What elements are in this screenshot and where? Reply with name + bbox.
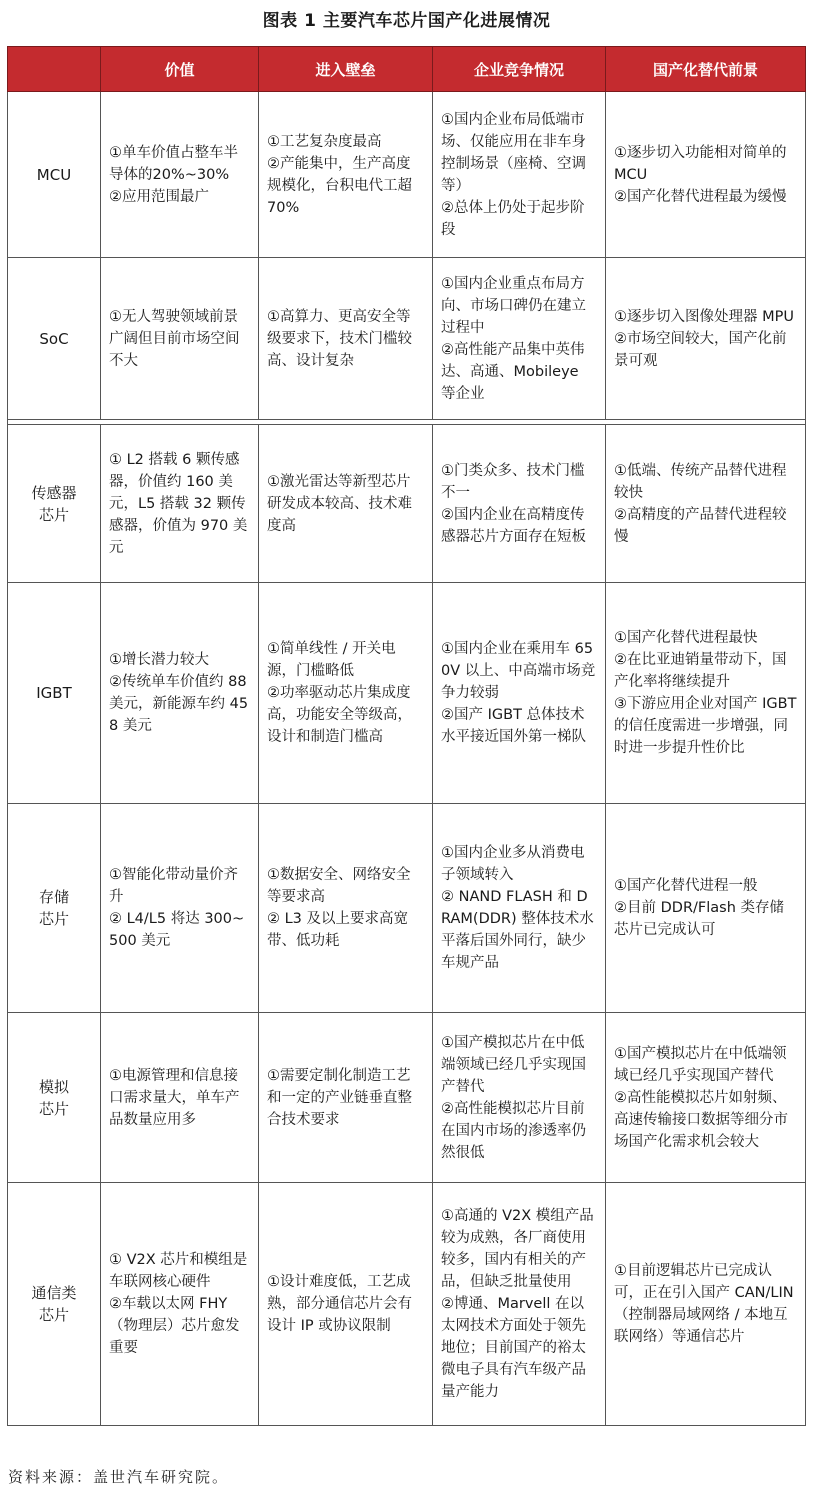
table-row <box>8 583 806 804</box>
row-name-cell: IGBT <box>8 583 101 804</box>
table-row <box>8 92 806 258</box>
barrier-cell: ①设计难度低，工艺成熟，部分通信芯片会有设计 IP 或协议限制 <box>259 1183 433 1426</box>
barrier-cell: ①数据安全、网络安全等要求高 ② L3 及以上要求高宽带、低功耗 <box>259 804 433 1013</box>
value-cell: ① V2X 芯片和模组是车联网核心硬件 ②车载以太网 FHY（物理层）芯片愈发重要 <box>101 1183 259 1426</box>
table-row <box>8 425 806 583</box>
value-cell: ①无人驾驶领域前景广阔但目前市场空间不大 <box>101 258 259 420</box>
barrier-cell: ①高算力、更高安全等级要求下，技术门槛较高、设计复杂 <box>259 258 433 420</box>
prospect-cell: ①逐步切入图像处理器 MPU ②市场空间较大，国产化前景可观 <box>606 258 806 420</box>
row-name-cell: MCU <box>8 92 101 258</box>
value-cell: ①电源管理和信息接口需求量大，单车产品数量应用多 <box>101 1013 259 1183</box>
barrier-cell: ①激光雷达等新型芯片研发成本较高、技术难度高 <box>259 425 433 583</box>
table-row <box>8 258 806 420</box>
competition-cell: ①门类众多、技术门槛不一 ②国内企业在高精度传感器芯片方面存在短板 <box>433 425 606 583</box>
row-name-cell: 存储 芯片 <box>8 804 101 1013</box>
value-cell: ①智能化带动量价齐升 ② L4/L5 将达 300~500 美元 <box>101 804 259 1013</box>
value-cell: ①增长潜力较大 ②传统单车价值约 88 美元，新能源车约 458 美元 <box>101 583 259 804</box>
value-cell: ①单车价值占整车半导体的20%~30% ②应用范围最广 <box>101 92 259 258</box>
table-row <box>8 804 806 1013</box>
prospect-cell: ①逐步切入功能相对简单的 MCU ②国产化替代进程最为缓慢 <box>606 92 806 258</box>
barrier-cell: ①工艺复杂度最高 ②产能集中，生产高度规模化，台积电代工超 70% <box>259 92 433 258</box>
table-header-row <box>8 47 806 92</box>
table-title: 图表 1 主要汽车芯片国产化进展情况 <box>262 11 551 31</box>
chip-localization-table <box>7 46 806 1426</box>
competition-cell: ①国内企业多从消费电子领域转入 ② NAND FLASH 和 DRAM(DDR) 整体技术水平落后国外同行，缺少车规产品 <box>433 804 606 1013</box>
header-value: 价值 <box>101 47 259 92</box>
table-row <box>8 1183 806 1426</box>
competition-cell: ①国内企业重点布局方向、市场口碑仍在建立过程中 ②高性能产品集中英伟达、高通、Mobileye 等企业 <box>433 258 606 420</box>
prospect-cell: ①国产化替代进程一般 ②目前 DDR/Flash 类存储芯片已完成认可 <box>606 804 806 1013</box>
prospect-cell: ①目前逻辑芯片已完成认可，正在引入国产 CAN/LIN（控制器局域网络 / 本地互联网络）等通信芯片 <box>606 1183 806 1426</box>
header-competition: 企业竞争情况 <box>433 47 606 92</box>
prospect-cell: ①国产模拟芯片在中低端领域已经几乎实现国产替代 ②高性能模拟芯片如射频、高速传输接口数据等细分市场国产化需求机会较大 <box>606 1013 806 1183</box>
barrier-cell: ①简单线性 / 开关电源，门槛略低 ②功率驱动芯片集成度高，功能安全等级高，设计和制造门槛高 <box>259 583 433 804</box>
competition-cell: ①高通的 V2X 模组产品较为成熟，各厂商使用较多，国内有相关的产品，但缺乏批量使用 ②博通、Marvell 在以太网技术方面处于领先地位；目前国产的裕太微电子具有汽车级产品量产能力 <box>433 1183 606 1426</box>
competition-cell: ①国内企业布局低端市场、仅能应用在非车身控制场景（座椅、空调等） ②总体上仍处于起步阶段 <box>433 92 606 258</box>
competition-cell: ①国内企业在乘用车 650V 以上、中高端市场竞争力较弱 ②国产 IGBT 总体技术水平接近国外第一梯队 <box>433 583 606 804</box>
row-name-cell: 模拟 芯片 <box>8 1013 101 1183</box>
prospect-cell: ①国产化替代进程最快 ②在比亚迪销量带动下，国产化率将继续提升 ③下游应用企业对国产 IGBT 的信任度需进一步增强，同时进一步提升性价比 <box>606 583 806 804</box>
barrier-cell: ①需要定制化制造工艺和一定的产业链垂直整合技术要求 <box>259 1013 433 1183</box>
header-barrier: 进入壁垒 <box>259 47 433 92</box>
prospect-cell: ①低端、传统产品替代进程较快 ②高精度的产品替代进程较慢 <box>606 425 806 583</box>
row-name-cell: 传感器 芯片 <box>8 425 101 583</box>
header-empty <box>8 47 101 92</box>
value-cell: ① L2 搭载 6 颗传感器，价值约 160 美元，L5 搭载 32 颗传感器，价值为 970 美元 <box>101 425 259 583</box>
source-note: 资料来源：盖世汽车研究院。 <box>8 1468 230 1486</box>
competition-cell: ①国产模拟芯片在中低端领域已经几乎实现国产替代 ②高性能模拟芯片目前在国内市场的渗透率仍然很低 <box>433 1013 606 1183</box>
row-name-cell: 通信类 芯片 <box>8 1183 101 1426</box>
table-row <box>8 1013 806 1183</box>
header-prospect: 国产化替代前景 <box>606 47 806 92</box>
row-name-cell: SoC <box>8 258 101 420</box>
